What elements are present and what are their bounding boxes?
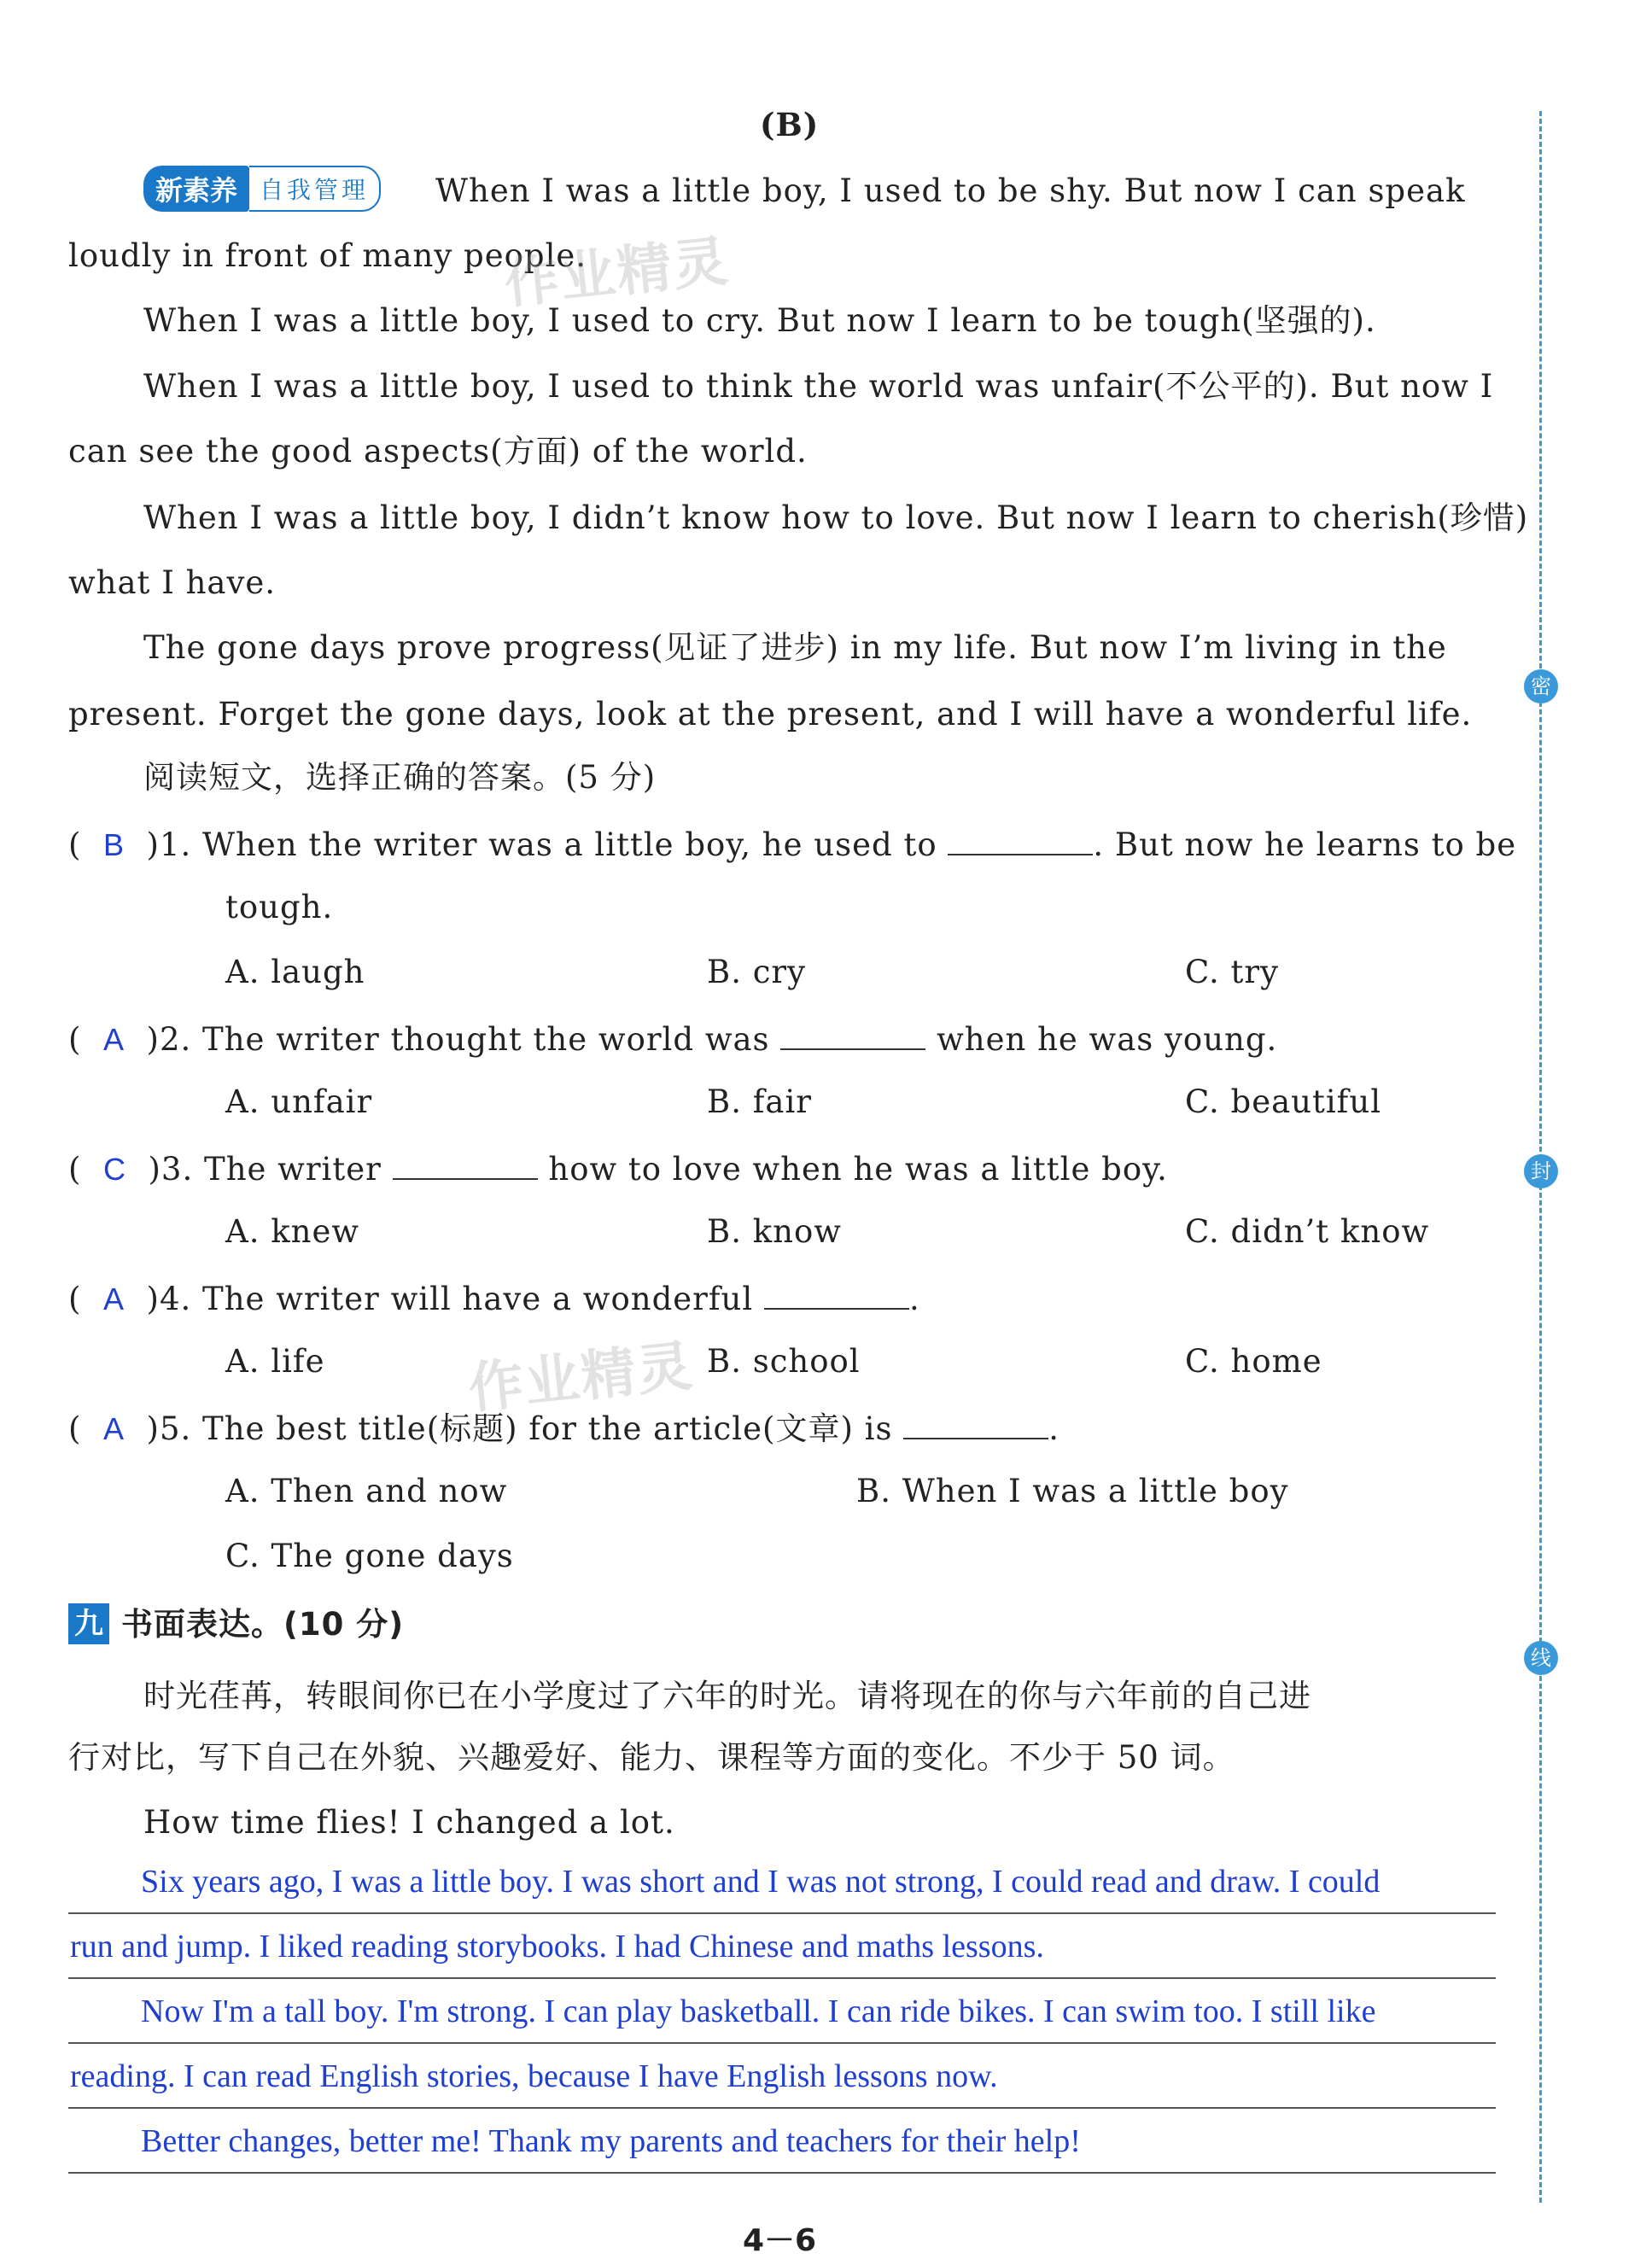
section-number-badge: 九 [68,1603,109,1644]
writing-opening: How time flies! I changed a lot. [143,1804,675,1841]
answer-blank[interactable] [393,1151,538,1180]
option-c: C. didn’t know [1185,1213,1430,1250]
answer-blank[interactable] [780,1021,925,1050]
answer-3: C [102,1152,126,1187]
option-c: C. The gone days [225,1538,514,1574]
option-b: B. know [707,1213,842,1250]
handwritten-answer-line: Better changes, better me! Thank my parents and teachers for their help! [141,2123,1081,2159]
passage-line: When I was a little boy, I didn’t know how to love. But now I learn to cherish(珍惜) [143,499,1529,536]
passage-line: what I have. [68,564,277,601]
option-a: A. life [225,1343,325,1380]
answer-5: A [102,1411,125,1446]
passage-line: present. Forget the gone days, look at the present, and I will have a wonderful life. [68,696,1473,733]
option-c: C. home [1185,1343,1322,1380]
writing-rule [68,2042,1496,2044]
option-a: A. laugh [225,954,365,990]
question-5: ( A )5. The best title(标题) for the article(文章) is . [68,1410,1059,1447]
question-3: ( C )3. The writer how to love when he was a little boy. [68,1151,1168,1188]
section-heading: (B) [760,106,820,143]
side-label-mi: 密 [1524,669,1558,703]
watermark: 作业精灵 [501,230,733,317]
question-1-cont: tough. [225,889,334,925]
handwritten-answer-line: reading. I can read English stories, because I have English lessons now. [70,2058,998,2094]
writing-prompt: 时光荏苒，转眼间你已在小学度过了六年的时光。请将现在的你与六年前的自己进 [143,1678,1311,1714]
answer-blank[interactable] [948,826,1093,855]
option-a: A. Then and now [225,1473,508,1509]
page-number: 4－6 [743,2223,817,2258]
writing-rule [68,2172,1496,2174]
answer-2: A [102,1022,125,1057]
writing-prompt: 行对比，写下自己在外貌、兴趣爱好、能力、课程等方面的变化。不少于 50 词。 [68,1739,1235,1776]
badge-primary: 新素养 [143,166,249,212]
passage-line: When I was a little boy, I used to think the world was unfair(不公平的). But now I [143,368,1494,405]
reading-instruction: 阅读短文，选择正确的答案。(5 分) [143,759,657,796]
option-a: A. knew [225,1213,360,1250]
writing-rule [68,1912,1496,1914]
section-title: 书面表达。(10 分) [121,1606,405,1643]
option-b: B. school [707,1343,861,1380]
writing-rule [68,1977,1496,1979]
handwritten-answer-line: Now I'm a tall boy. I'm strong. I can play basketball. I can ride bikes. I can swim too. I still like [141,1994,1376,2029]
handwritten-answer-line: run and jump. I liked reading storybooks. I had Chinese and maths lessons. [70,1929,1044,1964]
answer-4: A [102,1281,125,1316]
answer-blank[interactable] [764,1281,909,1310]
writing-rule [68,2107,1496,2109]
option-c: C. beautiful [1185,1083,1382,1120]
option-c: C. try [1185,954,1279,990]
option-b: B. cry [707,954,807,990]
passage-line: When I was a little boy, I used to be shy. But now I can speak [435,172,1466,209]
answer-blank[interactable] [903,1410,1048,1439]
option-b: B. When I was a little boy [856,1473,1289,1509]
badge-secondary: 自我管理 [249,166,381,212]
question-1: ( B )1. When the writer was a little boy, he used to . But now he learns to be [68,826,1517,863]
passage-line: When I was a little boy, I used to cry. But now I learn to be tough(坚强的). [143,302,1376,339]
passage-line: can see the good aspects(方面) of the world. [68,433,808,470]
literacy-badge [143,167,381,210]
question-4: ( A )4. The writer will have a wonderful . [68,1281,920,1317]
watermark: 作业精灵 [465,1334,697,1421]
side-label-feng: 封 [1524,1154,1558,1188]
passage-line: loudly in front of many people. [68,237,587,274]
option-a: A. unfair [225,1083,373,1120]
handwritten-answer-line: Six years ago, I was a little boy. I was short and I was not strong, I could read and draw. I could [141,1864,1381,1900]
answer-1: B [102,827,125,862]
side-label-xian: 线 [1524,1641,1558,1675]
passage-line: The gone days prove progress(见证了进步) in my life. But now I’m living in the [143,629,1447,666]
option-b: B. fair [707,1083,812,1120]
question-2: ( A )2. The writer thought the world was when he was young. [68,1021,1278,1058]
